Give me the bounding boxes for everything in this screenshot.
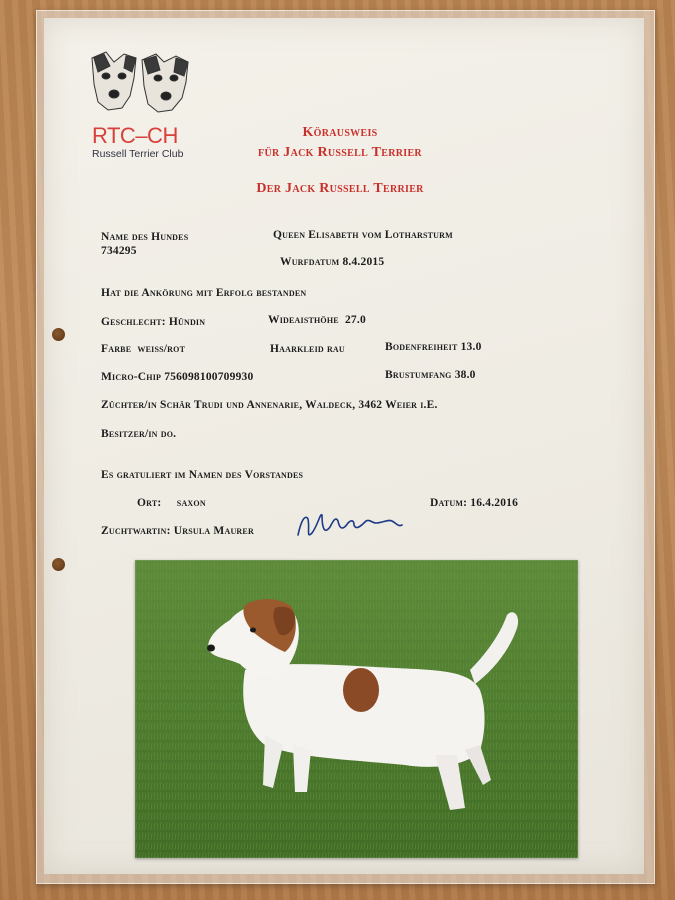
club-logo [84,48,204,160]
withers-row [268,314,366,326]
name-value: Queen Elisabeth vom Lotharsturm [273,229,453,241]
chip-row [101,371,253,383]
sex-value: Hündin [168,316,206,328]
coat-value: rau [326,343,345,355]
chest-row [385,369,476,381]
chip-value: 756098100709930 [164,371,254,383]
congratulations-line: Es gratuliert im Namen des Vorstandes [101,469,304,481]
breeder-line: Züchter/in Schär Trudi und Annenarie, Waldeck, 3462 Weier i.E. [101,399,438,411]
withers-value: 27.0 [344,314,366,326]
doc-subtitle: für Jack Russell Terrier [258,145,422,160]
ground-clearance-row [385,341,482,353]
date-value: 16.4.2016 [470,497,519,509]
logo-club-name: Russell Terrier Club [92,148,184,160]
punch-hole-upper [52,328,65,341]
chest-label: Brustumfang [385,369,452,381]
date-row [430,497,518,509]
birth-label: Wurfdatum [280,256,340,268]
coat-label: Haarkleid [270,343,324,355]
warden-value: Ursula Maurer [173,525,254,537]
ground-label: Bodenfreiheit [385,341,458,353]
ground-value: 13.0 [460,341,482,353]
name-label: Name des Hundes [101,231,189,243]
dog-photo [135,560,578,858]
warden-row [101,525,254,537]
birth-value: 8.4.2015 [342,256,385,268]
color-label: Farbe [101,343,132,355]
color-row [101,343,185,355]
owner-line: Besitzer/in do. [101,428,177,440]
sex-row [101,316,205,328]
terrier-heads-logo-icon [84,48,200,118]
punch-hole-lower [52,558,65,571]
chip-label: Micro-Chip [101,371,162,383]
date-label: Datum: [430,497,468,509]
jack-russell-photo-icon [135,560,578,858]
chest-value: 38.0 [454,369,476,381]
registration-number: 734295 [101,245,137,257]
doc-title: Körausweis [302,125,378,140]
place-label: Ort: [137,497,162,509]
place-row [137,497,206,509]
warden-label: Zuchtwartin: [101,525,171,537]
sex-label: Geschlecht: [101,316,166,328]
result-statement: Hat die Ankörung mit Erfolg bestanden [101,287,307,299]
place-value: saxon [176,497,206,509]
breed-heading: Der Jack Russell Terrier [256,181,424,196]
color-value: weiss/rot [137,343,186,355]
withers-label: Wideaisthöhe [268,314,339,326]
signature-icon [292,505,412,545]
coat-row [270,343,345,355]
logo-brand: RTC–CH [92,123,178,148]
birth-date-row [280,256,384,268]
